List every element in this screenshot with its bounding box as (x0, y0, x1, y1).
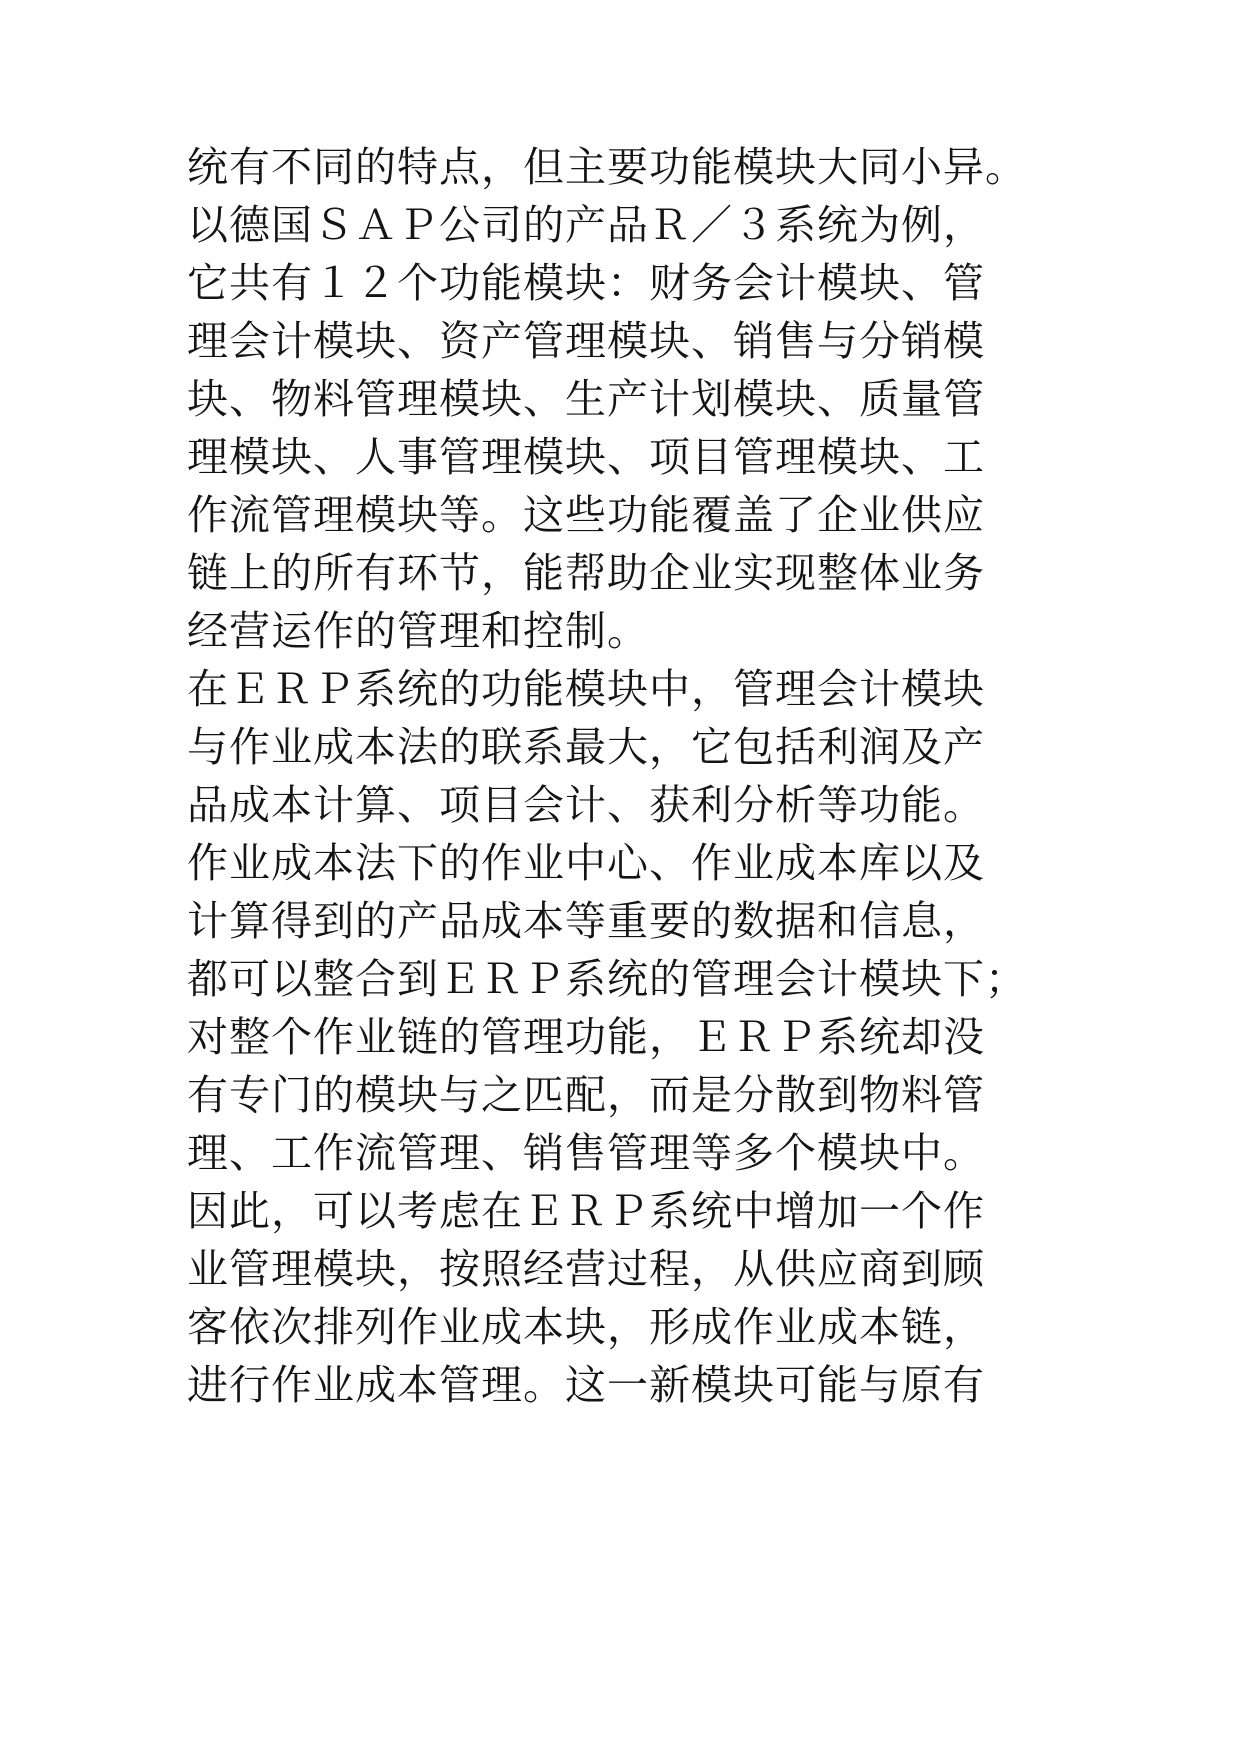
text-line: 链上的所有环节，能帮助企业实现整体业务 (187, 549, 985, 597)
text-line: 业管理模块，按照经营过程，从供应商到顾 (187, 1245, 985, 1293)
text-line: 它共有１２个功能模块：财务会计模块、管 (187, 259, 985, 307)
text-line: 统有不同的特点，但主要功能模块大同小异。 (187, 143, 1027, 191)
text-line: 理模块、人事管理模块、项目管理模块、工 (187, 433, 985, 481)
body-text (187, 138, 1067, 1414)
text-line: 计算得到的产品成本等重要的数据和信息， (187, 897, 985, 945)
text-line: 理、工作流管理、销售管理等多个模块中。 (187, 1129, 985, 1177)
text-line: 在ＥＲＰ系统的功能模块中，管理会计模块 (187, 665, 985, 713)
text-line: 客依次排列作业成本块，形成作业成本链， (187, 1303, 985, 1351)
text-line: 因此，可以考虑在ＥＲＰ系统中增加一个作 (187, 1187, 985, 1235)
text-line: 作业成本法下的作业中心、作业成本库以及 (187, 839, 985, 887)
text-line: 进行作业成本管理。这一新模块可能与原有 (187, 1361, 985, 1409)
text-line: 块、物料管理模块、生产计划模块、质量管 (187, 375, 985, 423)
text-line: 与作业成本法的联系最大，它包括利润及产 (187, 723, 985, 771)
text-line: 经营运作的管理和控制。 (187, 607, 649, 655)
text-line: 品成本计算、项目会计、获利分析等功能。 (187, 781, 985, 829)
text-line: 都可以整合到ＥＲＰ系统的管理会计模块下； (187, 955, 1027, 1003)
text-line: 有专门的模块与之匹配，而是分散到物料管 (187, 1071, 985, 1119)
text-line: 作流管理模块等。这些功能覆盖了企业供应 (187, 491, 985, 539)
text-line: 理会计模块、资产管理模块、销售与分销模 (187, 317, 985, 365)
text-line: 对整个作业链的管理功能，ＥＲＰ系统却没 (187, 1013, 985, 1061)
text-line: 以德国ＳＡＰ公司的产品Ｒ／３系统为例， (187, 201, 985, 249)
